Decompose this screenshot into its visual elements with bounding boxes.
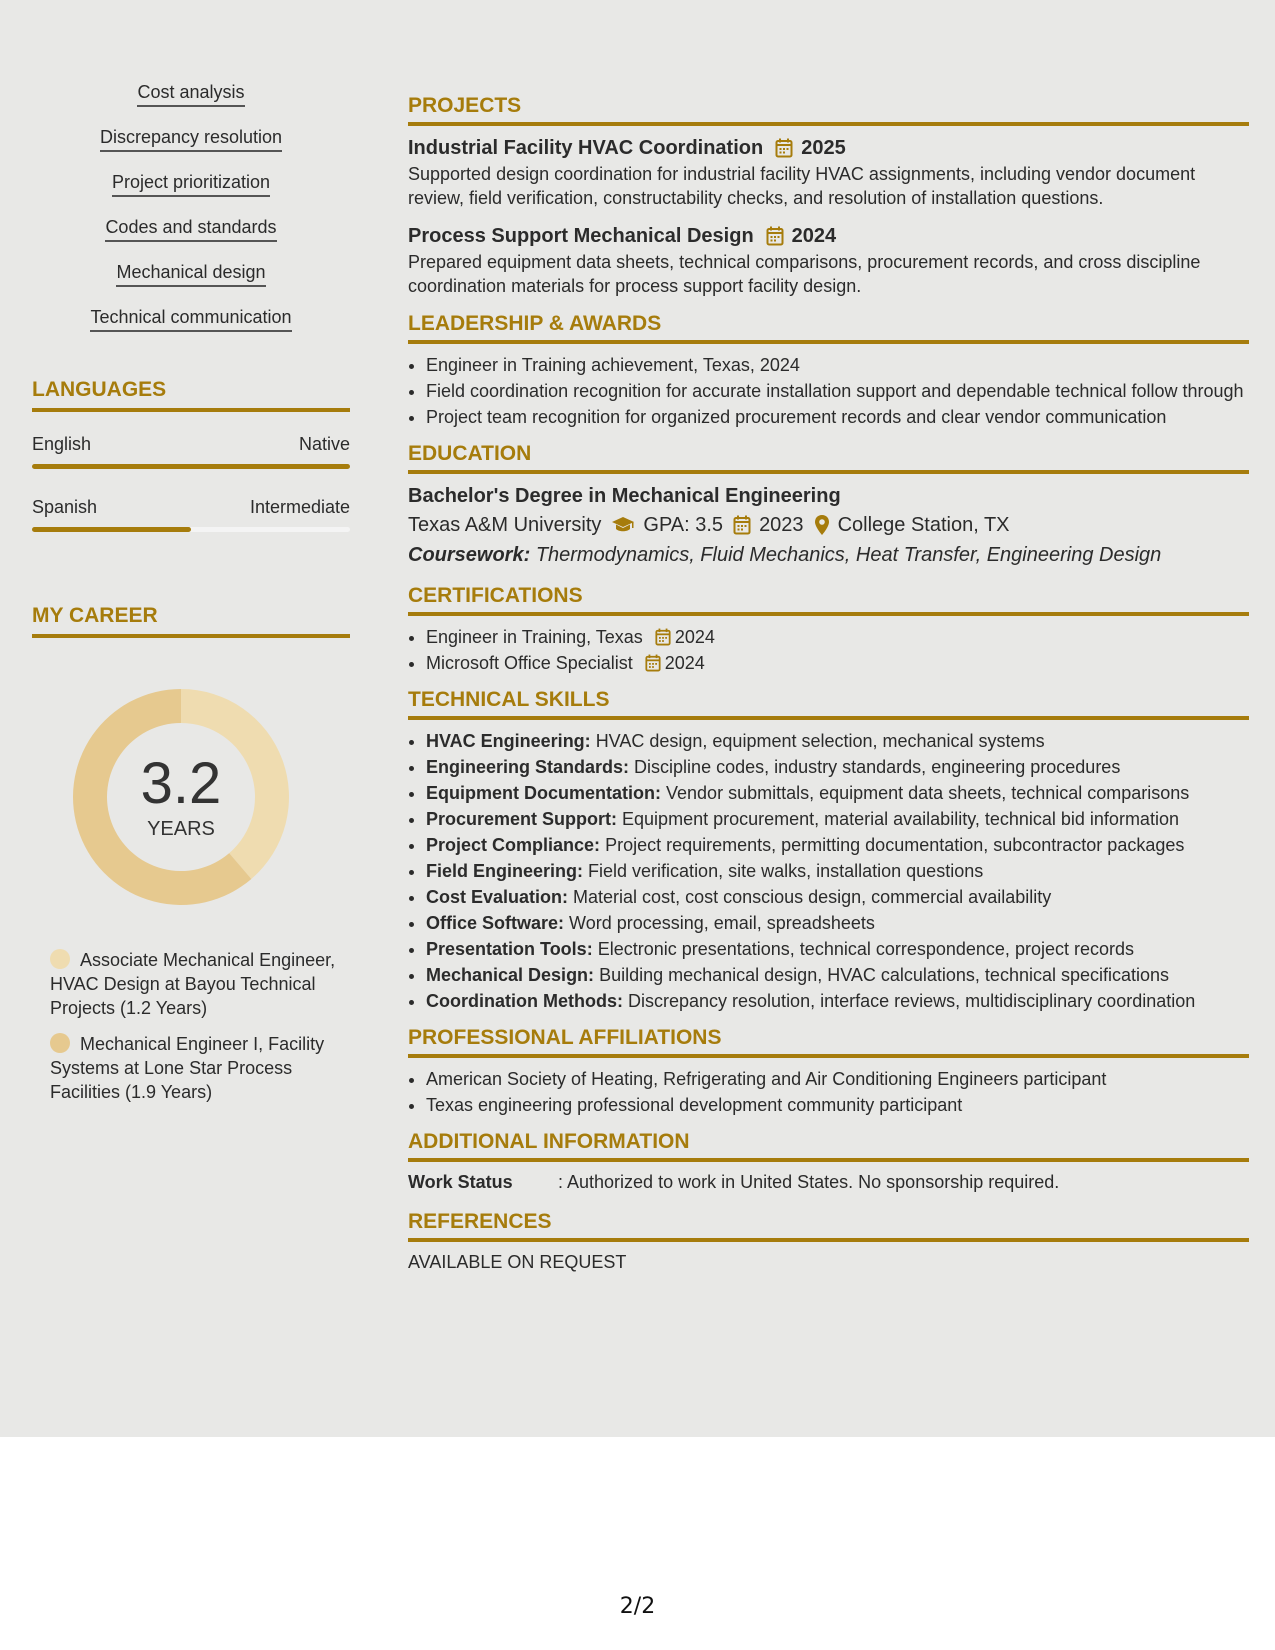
list-item bbox=[426, 754, 1249, 780]
references-heading: REFERENCES bbox=[408, 1208, 1249, 1242]
additional-info-heading: ADDITIONAL INFORMATION bbox=[408, 1128, 1249, 1162]
project-year: 2024 bbox=[791, 225, 837, 247]
education-gpa: GPA: 3.5 bbox=[643, 514, 724, 536]
language-level-bar bbox=[32, 464, 350, 469]
list-item: • Engineer in Training achievement, Texas, 2024 bbox=[426, 352, 1249, 378]
map-pin-icon bbox=[814, 514, 830, 536]
list-item bbox=[426, 858, 1249, 884]
list-item bbox=[426, 780, 1249, 806]
projects-heading: PROJECTS bbox=[408, 92, 1249, 126]
list-item: • Project team recognition for organized procurement records and clear vendor communication bbox=[426, 404, 1249, 430]
technical-skills-heading: TECHNICAL SKILLS bbox=[408, 686, 1249, 720]
education-school: Texas A&M University bbox=[408, 514, 602, 536]
skill-key: Cost Evaluation: bbox=[426, 887, 569, 907]
language-level: Native bbox=[298, 434, 350, 454]
work-status-row bbox=[408, 1170, 1249, 1194]
skill-key: Mechanical Design: bbox=[426, 965, 595, 985]
project-description: Supported design coordination for industrial facility HVAC assignments, including vendor document review, field verification, constructability checks, and resolution of installation questions. bbox=[408, 164, 1196, 208]
skill-key: HVAC Engineering: bbox=[426, 731, 591, 751]
right-column bbox=[408, 92, 1249, 1274]
list-item bbox=[426, 988, 1249, 1014]
skill-value: Vendor submittals, equipment data sheets, technical comparisons bbox=[666, 783, 1190, 803]
language-level-fill bbox=[32, 464, 350, 469]
language-name: English bbox=[32, 434, 92, 454]
list-item bbox=[426, 936, 1249, 962]
language-level: Intermediate bbox=[249, 497, 350, 517]
certifications-list bbox=[408, 624, 1249, 676]
skill-value: HVAC design, equipment selection, mechanical systems bbox=[595, 731, 1045, 751]
education-coursework bbox=[408, 540, 1249, 570]
skill-key: Coordination Methods: bbox=[426, 991, 623, 1011]
skill-tag: Project prioritization bbox=[112, 170, 270, 197]
coursework-value: Thermodynamics, Fluid Mechanics, Heat Transfer, Engineering Design bbox=[535, 544, 1162, 566]
career-total-value: 3.2 bbox=[140, 751, 222, 816]
project-title: Industrial Facility HVAC Coordination bbox=[408, 137, 764, 159]
left-column bbox=[32, 80, 350, 1104]
project-year: 2025 bbox=[801, 137, 846, 159]
career-total-unit: YEARS bbox=[147, 818, 215, 840]
project-item bbox=[408, 222, 1249, 298]
language-level-fill bbox=[32, 527, 191, 532]
leadership-list bbox=[408, 352, 1249, 430]
technical-skills-list bbox=[408, 728, 1249, 1014]
career-legend-item bbox=[50, 948, 350, 1020]
legend-dot bbox=[50, 1033, 70, 1053]
affiliations-heading: PROFESSIONAL AFFILIATIONS bbox=[408, 1024, 1249, 1058]
certification-year: 2024 bbox=[664, 653, 705, 673]
calendar-icon bbox=[655, 628, 671, 646]
work-status-label: Work Status bbox=[408, 1172, 513, 1192]
languages-heading: LANGUAGES bbox=[32, 376, 350, 412]
education-details bbox=[408, 510, 1249, 540]
certifications-heading: CERTIFICATIONS bbox=[408, 582, 1249, 616]
list-item bbox=[426, 650, 1249, 676]
certification-year: 2024 bbox=[674, 627, 715, 647]
certification-name: • Engineer in Training, Texas bbox=[426, 627, 643, 647]
education-heading: EDUCATION bbox=[408, 440, 1249, 474]
skill-key: Procurement Support: bbox=[426, 809, 618, 829]
career-donut-chart bbox=[66, 682, 296, 912]
language-item bbox=[32, 432, 350, 469]
calendar-icon bbox=[766, 226, 784, 246]
language-level-bar bbox=[32, 527, 350, 532]
skill-value: Equipment procurement, material availability, technical bid information bbox=[622, 809, 1179, 829]
language-name: Spanish bbox=[32, 497, 98, 517]
skill-key: Project Compliance: bbox=[426, 835, 601, 855]
skill-value: Discipline codes, industry standards, engineering procedures bbox=[634, 757, 1121, 777]
education-degree: Bachelor's Degree in Mechanical Engineering bbox=[408, 485, 841, 507]
project-description: Prepared equipment data sheets, technical comparisons, procurement records, and cross discipline coordination materials for process support facility design. bbox=[408, 252, 1201, 296]
skill-key: Office Software: bbox=[426, 913, 565, 933]
certification-name: • Microsoft Office Specialist bbox=[426, 653, 633, 673]
skill-key: Presentation Tools: bbox=[426, 939, 593, 959]
skill-value: Field verification, site walks, installation questions bbox=[588, 861, 984, 881]
education-location: College Station, TX bbox=[837, 514, 1010, 536]
skill-value: Building mechanical design, HVAC calculations, technical specifications bbox=[599, 965, 1170, 985]
skill-value: Electronic presentations, technical correspondence, project records bbox=[597, 939, 1134, 959]
graduation-cap-icon bbox=[611, 516, 635, 534]
list-item bbox=[426, 832, 1249, 858]
skills-list bbox=[32, 80, 350, 332]
list-item: • American Society of Heating, Refrigerating and Air Conditioning Engineers participant bbox=[426, 1066, 1249, 1092]
list-item: • Field coordination recognition for accurate installation support and dependable technical follow through bbox=[426, 378, 1249, 404]
skill-tag: Codes and standards bbox=[105, 215, 276, 242]
calendar-icon bbox=[645, 654, 661, 672]
list-item bbox=[426, 624, 1249, 650]
coursework-label: Coursework: bbox=[408, 544, 531, 566]
skill-value: Material cost, cost conscious design, commercial availability bbox=[573, 887, 1052, 907]
leadership-heading: LEADERSHIP & AWARDS bbox=[408, 310, 1249, 344]
list-item bbox=[426, 884, 1249, 910]
skill-tag: Cost analysis bbox=[137, 80, 244, 107]
list-item: • Texas engineering professional development community participant bbox=[426, 1092, 1249, 1118]
career-heading: MY CAREER bbox=[32, 602, 350, 638]
work-status-value: : Authorized to work in United States. No sponsorship required. bbox=[558, 1172, 1060, 1192]
calendar-icon bbox=[733, 515, 751, 535]
affiliations-list bbox=[408, 1066, 1249, 1118]
skill-value: Discrepancy resolution, interface reviews, multidisciplinary coordination bbox=[628, 991, 1196, 1011]
calendar-icon bbox=[775, 138, 793, 158]
skill-key: Equipment Documentation: bbox=[426, 783, 661, 803]
skill-tag: Discrepancy resolution bbox=[100, 125, 282, 152]
list-item bbox=[426, 728, 1249, 754]
project-item bbox=[408, 134, 1249, 210]
skill-value: Word processing, email, spreadsheets bbox=[569, 913, 875, 933]
page-number: 2/2 bbox=[619, 1594, 656, 1619]
skill-key: Engineering Standards: bbox=[426, 757, 630, 777]
list-item bbox=[426, 910, 1249, 936]
career-legend-label: Mechanical Engineer I, Facility Systems at Lone Star Process Facilities (1.9 Years) bbox=[50, 1034, 325, 1102]
legend-dot bbox=[50, 949, 70, 969]
list-item bbox=[426, 962, 1249, 988]
skill-value: Project requirements, permitting documentation, subcontractor packages bbox=[605, 835, 1185, 855]
language-item bbox=[32, 495, 350, 532]
project-title: Process Support Mechanical Design bbox=[408, 225, 754, 247]
career-legend-label: Associate Mechanical Engineer, HVAC Design at Bayou Technical Projects (1.2 Years) bbox=[50, 950, 336, 1018]
references-text: AVAILABLE ON REQUEST bbox=[408, 1252, 627, 1272]
career-legend-item bbox=[50, 1032, 350, 1104]
skill-key: Field Engineering: bbox=[426, 861, 584, 881]
education-year: 2023 bbox=[759, 514, 804, 536]
list-item bbox=[426, 806, 1249, 832]
skill-tag: Mechanical design bbox=[116, 260, 265, 287]
skill-tag: Technical communication bbox=[90, 305, 291, 332]
